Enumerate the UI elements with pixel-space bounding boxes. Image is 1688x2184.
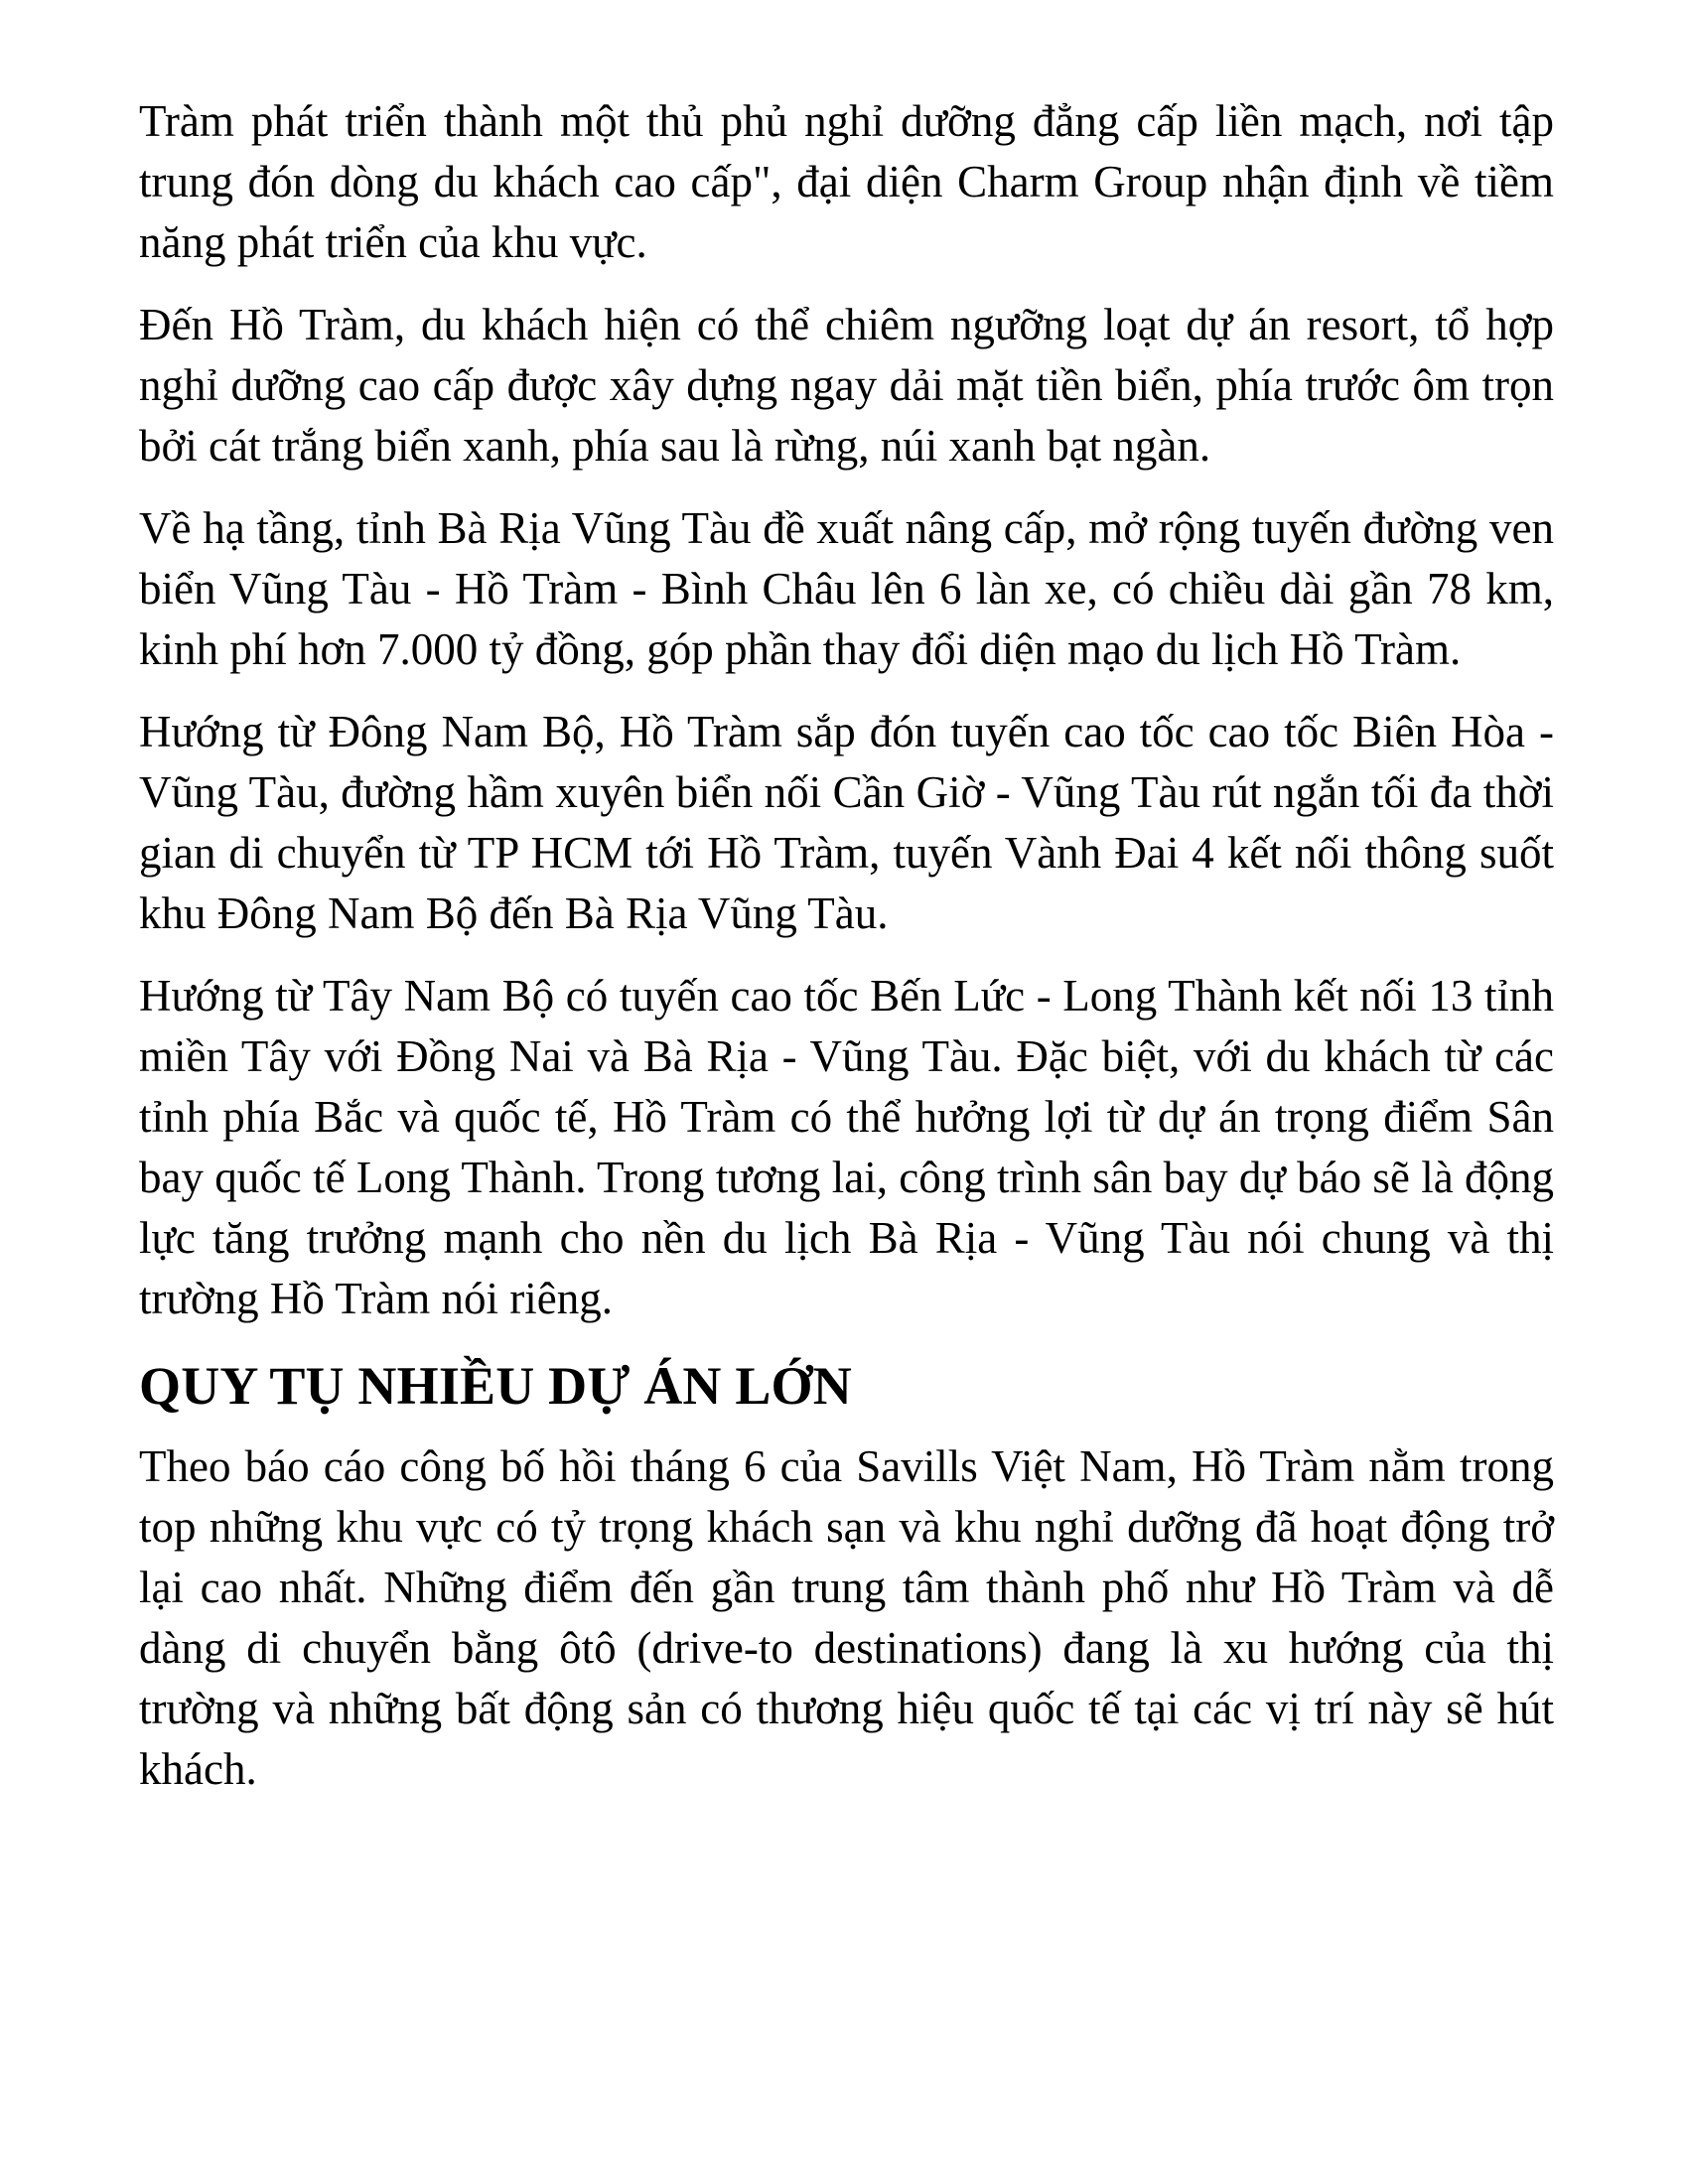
paragraph-savills-report: Theo báo cáo công bố hồi tháng 6 của Savills Việt Nam, Hồ Tràm nằm trong top những khu vực có tỷ trọng khách sạn và khu nghỉ dưỡng đã hoạt động trở lại cao nhất. Những điểm đến gần trung tâm thành phố như Hồ Tràm và dễ dàng di chuyển bằng ôtô (drive-to destinations) đang là xu hướng của thị trường và những bất động sản có thương hiệu quốc tế tại các vị trí này sẽ hút khách. <box>139 1441 1554 1794</box>
paragraph-resort-projects: Đến Hồ Tràm, du khách hiện có thể chiêm ngưỡng loạt dự án resort, tổ hợp nghỉ dưỡng cao cấp được xây dựng ngay dải mặt tiền biển, phía trước ôm trọn bởi cát trắng biển xanh, phía sau là rừng, núi xanh bạt ngàn. <box>139 300 1554 471</box>
document-page <box>139 91 1554 1822</box>
paragraph-southwest-routes: Hướng từ Tây Nam Bộ có tuyến cao tốc Bến Lức - Long Thành kết nối 13 tỉnh miền Tây với Đồng Nai và Bà Rịa - Vũng Tàu. Đặc biệt, với du khách từ các tỉnh phía Bắc và quốc tế, Hồ Tràm có thể hưởng lợi từ dự án trọng điểm Sân bay quốc tế Long Thành. Trong tương lai, công trình sân bay dự báo sẽ là động lực tăng trưởng mạnh cho nền du lịch Bà Rịa - Vũng Tàu nói chung và thị trường Hồ Tràm nói riêng. <box>139 971 1554 1323</box>
section-heading: QUY TỤ NHIỀU DỰ ÁN LỚN <box>139 1356 852 1416</box>
paragraph-charm-group-quote: Tràm phát triển thành một thủ phủ nghỉ dưỡng đẳng cấp liền mạch, nơi tập trung đón dòng du khách cao cấp", đại diện Charm Group nhận định về tiềm năng phát triển của khu vực. <box>139 96 1554 267</box>
paragraph-southeast-routes: Hướng từ Đông Nam Bộ, Hồ Tràm sắp đón tuyến cao tốc cao tốc Biên Hòa - Vũng Tàu, đường hầm xuyên biển nối Cần Giờ - Vũng Tàu rút ngắn tối đa thời gian di chuyển từ TP HCM tới Hồ Tràm, tuyến Vành Đai 4 kết nối thông suốt khu Đông Nam Bộ đến Bà Rịa Vũng Tàu. <box>139 707 1554 938</box>
paragraph-infrastructure: Về hạ tầng, tỉnh Bà Rịa Vũng Tàu đề xuất nâng cấp, mở rộng tuyến đường ven biển Vũng Tàu - Hồ Tràm - Bình Châu lên 6 làn xe, có chiều dài gần 78 km, kinh phí hơn 7.000 tỷ đồng, góp phần thay đổi diện mạo du lịch Hồ Tràm. <box>139 503 1554 674</box>
